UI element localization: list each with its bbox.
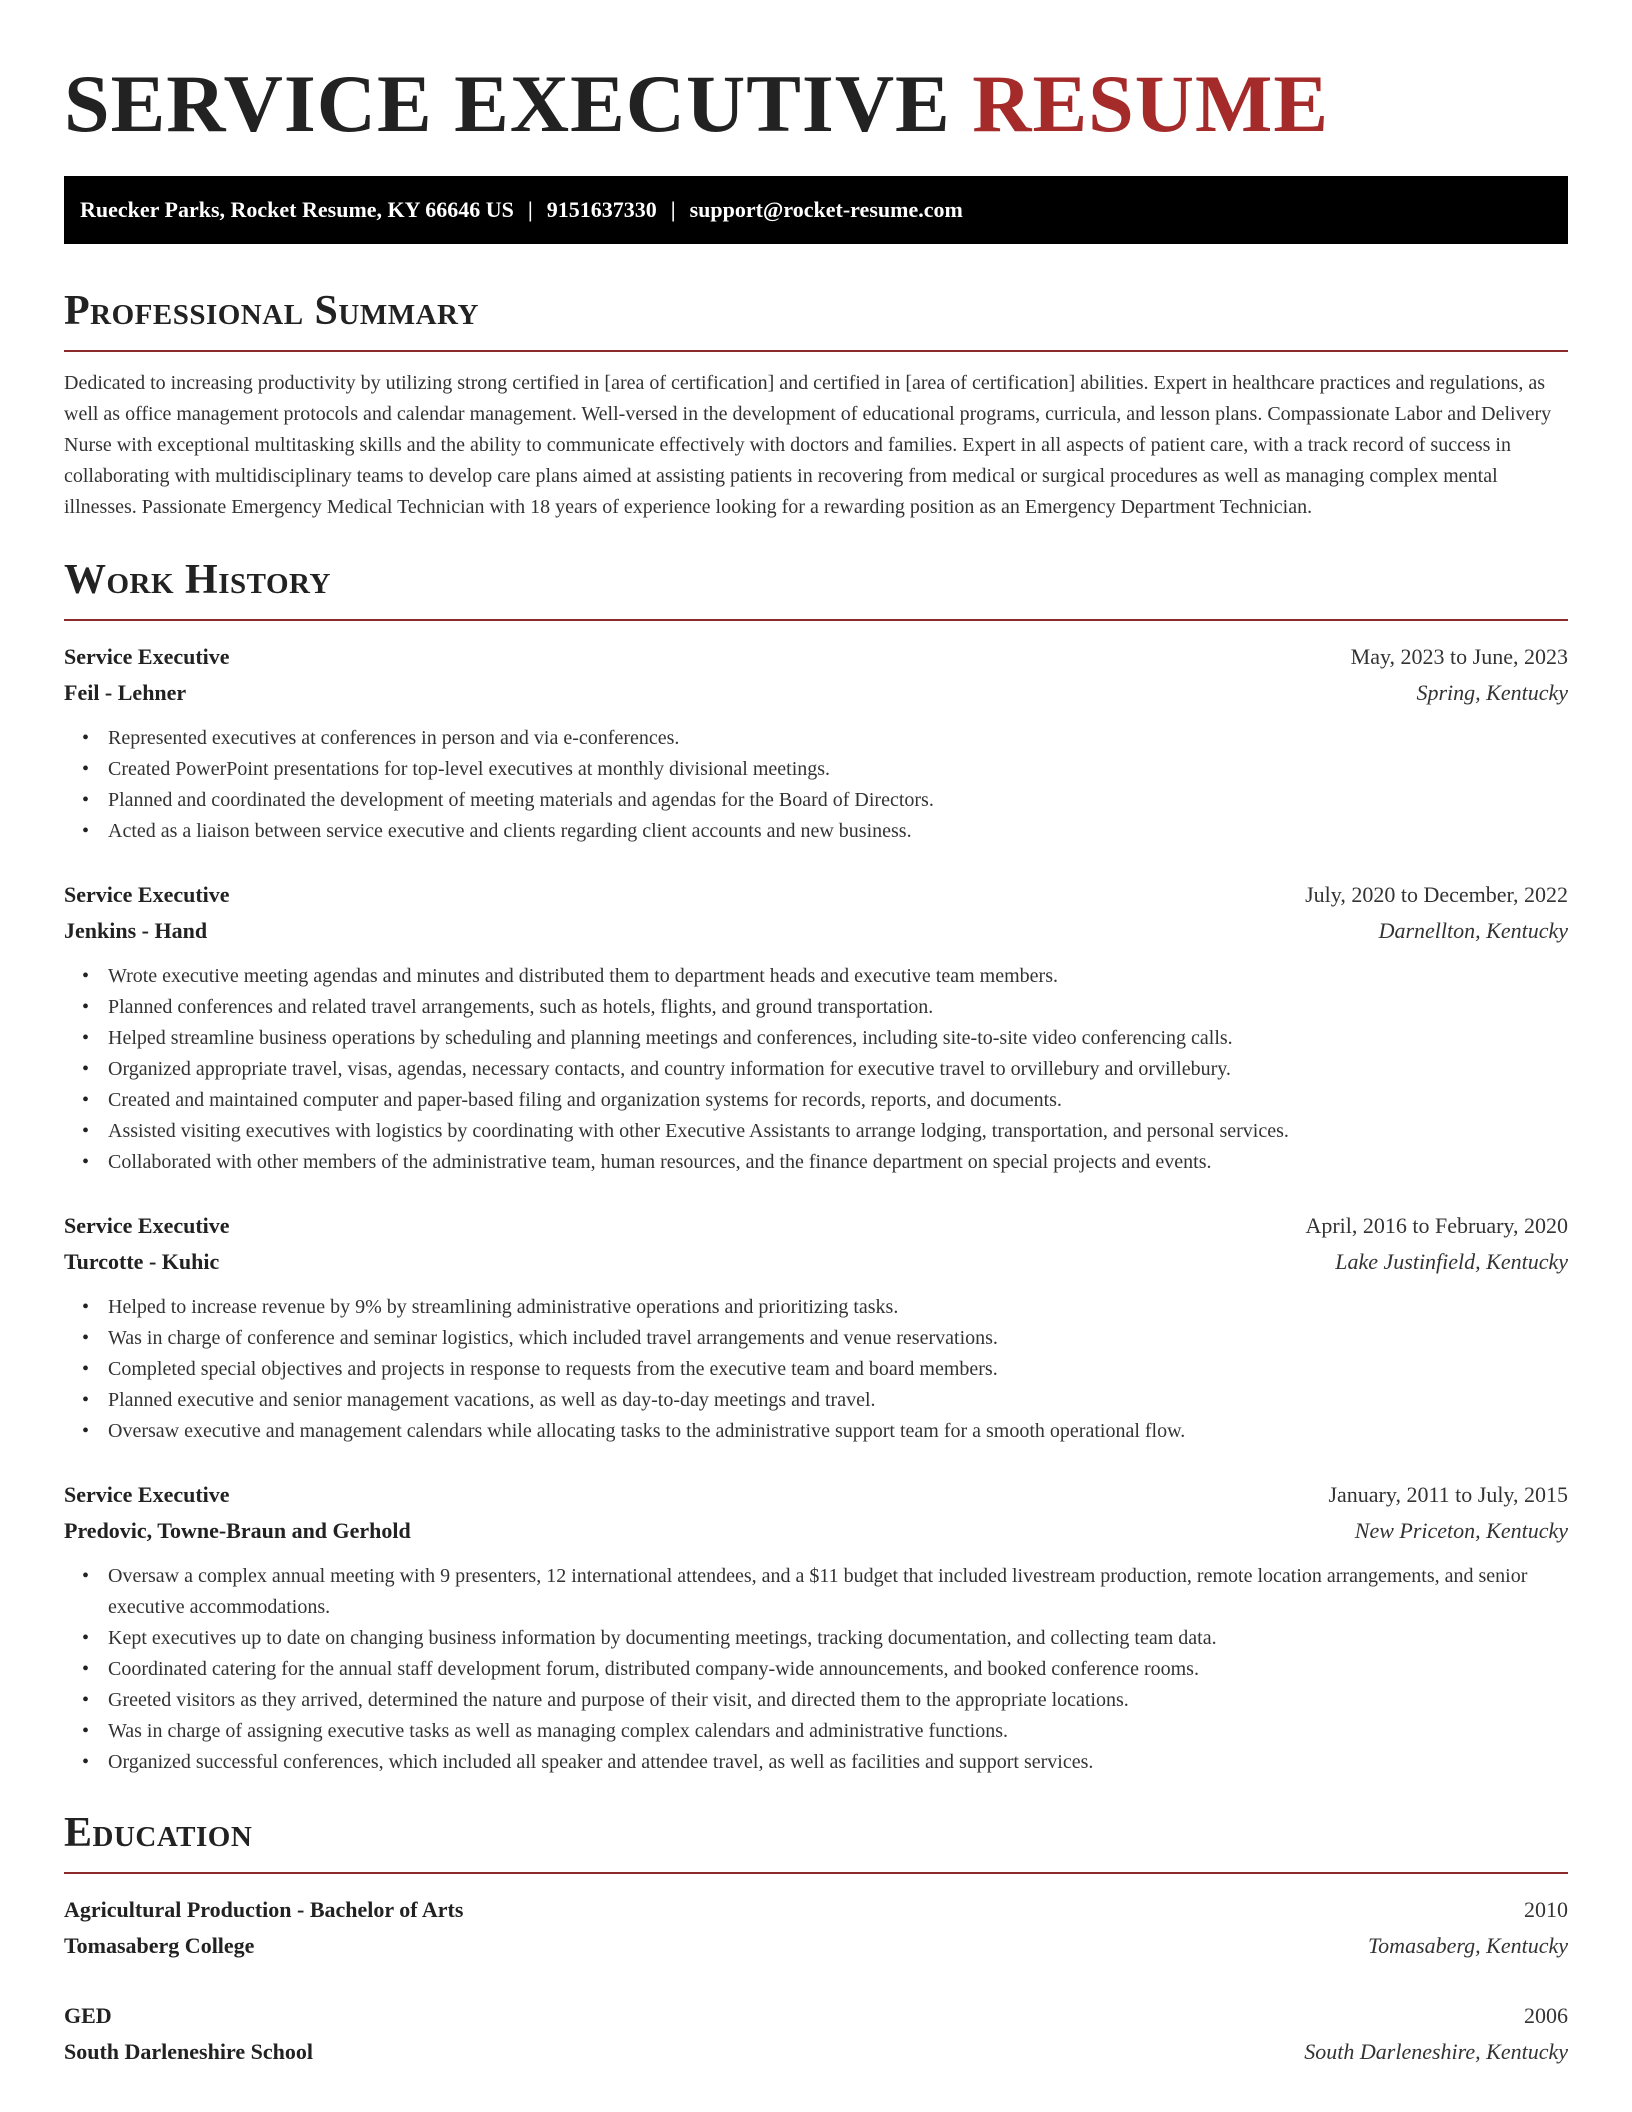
job-entry [64, 1208, 1568, 1447]
job-title-row [64, 877, 1568, 913]
job-title: Service Executive [64, 644, 230, 669]
job-bullet: • Created and maintained computer and paper-based filing and organization systems for records, reports, and documents. [108, 1085, 1568, 1116]
job-bullet: • Organized successful conferences, which included all speaker and attendee travel, as well as facilities and support services. [108, 1747, 1568, 1778]
job-bullet: • Acted as a liaison between service executive and clients regarding client accounts and new business. [108, 816, 1568, 847]
education-degree: Agricultural Production - Bachelor of Arts [64, 1897, 464, 1922]
education-degree: GED [64, 2003, 112, 2028]
job-company: Turcotte - Kuhic [64, 1249, 220, 1274]
job-bullet: • Helped streamline business operations by scheduling and planning meetings and conferences, including site-to-site video conferencing calls. [108, 1023, 1568, 1054]
title-main: SERVICE EXECUTIVE [64, 58, 951, 149]
job-title-row [64, 1208, 1568, 1244]
job-bullet: • Completed special objectives and projects in response to requests from the executive team and board members. [108, 1354, 1568, 1385]
job-title: Service Executive [64, 1482, 230, 1507]
job-bullet: • Was in charge of assigning executive tasks as well as managing complex calendars and administrative functions. [108, 1716, 1568, 1747]
education-year: 2010 [1524, 1897, 1568, 1922]
work-history-heading: Work History [64, 555, 1568, 621]
job-dates: July, 2020 to December, 2022 [1305, 882, 1568, 907]
job-location: Spring, Kentucky [1416, 680, 1568, 705]
job-bullet: • Planned conferences and related travel arrangements, such as hotels, flights, and ground transportation. [108, 992, 1568, 1023]
job-bullet: • Kept executives up to date on changing business information by documenting meetings, tracking documentation, and collecting team data. [108, 1623, 1568, 1654]
job-bullet: • Planned executive and senior management vacations, as well as day-to-day meetings and travel. [108, 1385, 1568, 1416]
job-dates: January, 2011 to July, 2015 [1328, 1482, 1568, 1507]
contact-address: Ruecker Parks, Rocket Resume, KY 66646 US [80, 197, 514, 222]
job-bullet: • Oversaw a complex annual meeting with 9 presenters, 12 international attendees, and a $11 budget that included livestream production, remote location arrangements, and senior executive accommodations. [108, 1561, 1568, 1623]
education-school: Tomasaberg College [64, 1933, 255, 1958]
education-location: South Darleneshire, Kentucky [1304, 2039, 1568, 2064]
job-entry [64, 639, 1568, 847]
job-bullet: • Coordinated catering for the annual staff development forum, distributed company-wide announcements, and booked conference rooms. [108, 1654, 1568, 1685]
contact-phone: 9151637330 [546, 197, 657, 222]
summary-text: Dedicated to increasing productivity by utilizing strong certified in [area of certification] and certified in [area of certification] abilities. Expert in healthcare practices and regulations, as well as office management protocols and calendar management. Well-versed in the development of educational programs, curricula, and lesson plans. Compassionate Labor and Delivery Nurse with exceptional multitasking skills and the ability to communicate effectively with doctors and families. Expert in all aspects of patient care, with a track record of success in collaborating with multidisciplinary teams to develop care plans aimed at assisting patients in recovering from medical or surgical procedures as well as managing complex mental illnesses. Passionate Emergency Medical Technician with 18 years of experience looking for a rewarding position as an Emergency Department Technician. [64, 372, 1552, 518]
summary-section [64, 286, 1568, 523]
job-company-row [64, 1244, 1568, 1280]
job-company-row [64, 1513, 1568, 1549]
contact-bar [64, 176, 1568, 244]
job-title-row [64, 1477, 1568, 1513]
job-company: Jenkins - Hand [64, 918, 208, 943]
contact-email: support@rocket-resume.com [689, 197, 963, 222]
resume-title [64, 56, 1568, 152]
job-bullets [64, 1292, 1568, 1447]
job-entry [64, 1477, 1568, 1778]
education-degree-row [64, 1892, 1568, 1928]
job-bullets [64, 1561, 1568, 1778]
job-title-row [64, 639, 1568, 675]
education-school-row [64, 2034, 1568, 2070]
education-year: 2006 [1524, 2003, 1568, 2028]
job-bullet: • Oversaw executive and management calendars while allocating tasks to the administrative support team for a smooth operational flow. [108, 1416, 1568, 1447]
job-bullet: • Represented executives at conferences in person and via e-conferences. [108, 723, 1568, 754]
contact-separator: | [670, 197, 676, 222]
job-dates: May, 2023 to June, 2023 [1350, 644, 1568, 669]
job-bullet: • Helped to increase revenue by 9% by streamlining administrative operations and prioritizing tasks. [108, 1292, 1568, 1323]
contact-separator: | [527, 197, 533, 222]
job-title: Service Executive [64, 1213, 230, 1238]
job-company: Feil - Lehner [64, 680, 187, 705]
job-location: New Priceton, Kentucky [1354, 1518, 1568, 1543]
education-school: South Darleneshire School [64, 2039, 313, 2064]
education-section [64, 1808, 1568, 2070]
job-title: Service Executive [64, 882, 230, 907]
job-bullet: • Planned and coordinated the development of meeting materials and agendas for the Board of Directors. [108, 785, 1568, 816]
job-dates: April, 2016 to February, 2020 [1305, 1213, 1568, 1238]
education-entry [64, 1998, 1568, 2070]
job-bullet: • Was in charge of conference and seminar logistics, which included travel arrangements and venue reservations. [108, 1323, 1568, 1354]
job-location: Lake Justinfield, Kentucky [1335, 1249, 1568, 1274]
title-accent: RESUME [972, 58, 1330, 149]
job-bullet: • Wrote executive meeting agendas and minutes and distributed them to department heads and executive team members. [108, 961, 1568, 992]
job-bullet: • Created PowerPoint presentations for top-level executives at monthly divisional meetings. [108, 754, 1568, 785]
education-school-row [64, 1928, 1568, 1964]
job-company: Predovic, Towne-Braun and Gerhold [64, 1518, 411, 1543]
education-degree-row [64, 1998, 1568, 2034]
job-company-row [64, 675, 1568, 711]
job-bullet: • Organized appropriate travel, visas, agendas, necessary contacts, and country information for executive travel to orvillebury and orvillebury. [108, 1054, 1568, 1085]
job-bullets [64, 723, 1568, 847]
work-history-section [64, 555, 1568, 1778]
job-location: Darnellton, Kentucky [1378, 918, 1568, 943]
job-company-row [64, 913, 1568, 949]
education-heading: Education [64, 1808, 1568, 1874]
job-bullet: • Greeted visitors as they arrived, determined the nature and purpose of their visit, and directed them to the appropriate locations. [108, 1685, 1568, 1716]
education-entry [64, 1892, 1568, 1964]
summary-heading: Professional Summary [64, 286, 1568, 352]
job-bullet: • Collaborated with other members of the administrative team, human resources, and the finance department on special projects and events. [108, 1147, 1568, 1178]
job-bullets [64, 961, 1568, 1178]
job-bullet: • Assisted visiting executives with logistics by coordinating with other Executive Assistants to arrange lodging, transportation, and personal services. [108, 1116, 1568, 1147]
education-location: Tomasaberg, Kentucky [1367, 1933, 1568, 1958]
job-entry [64, 877, 1568, 1178]
